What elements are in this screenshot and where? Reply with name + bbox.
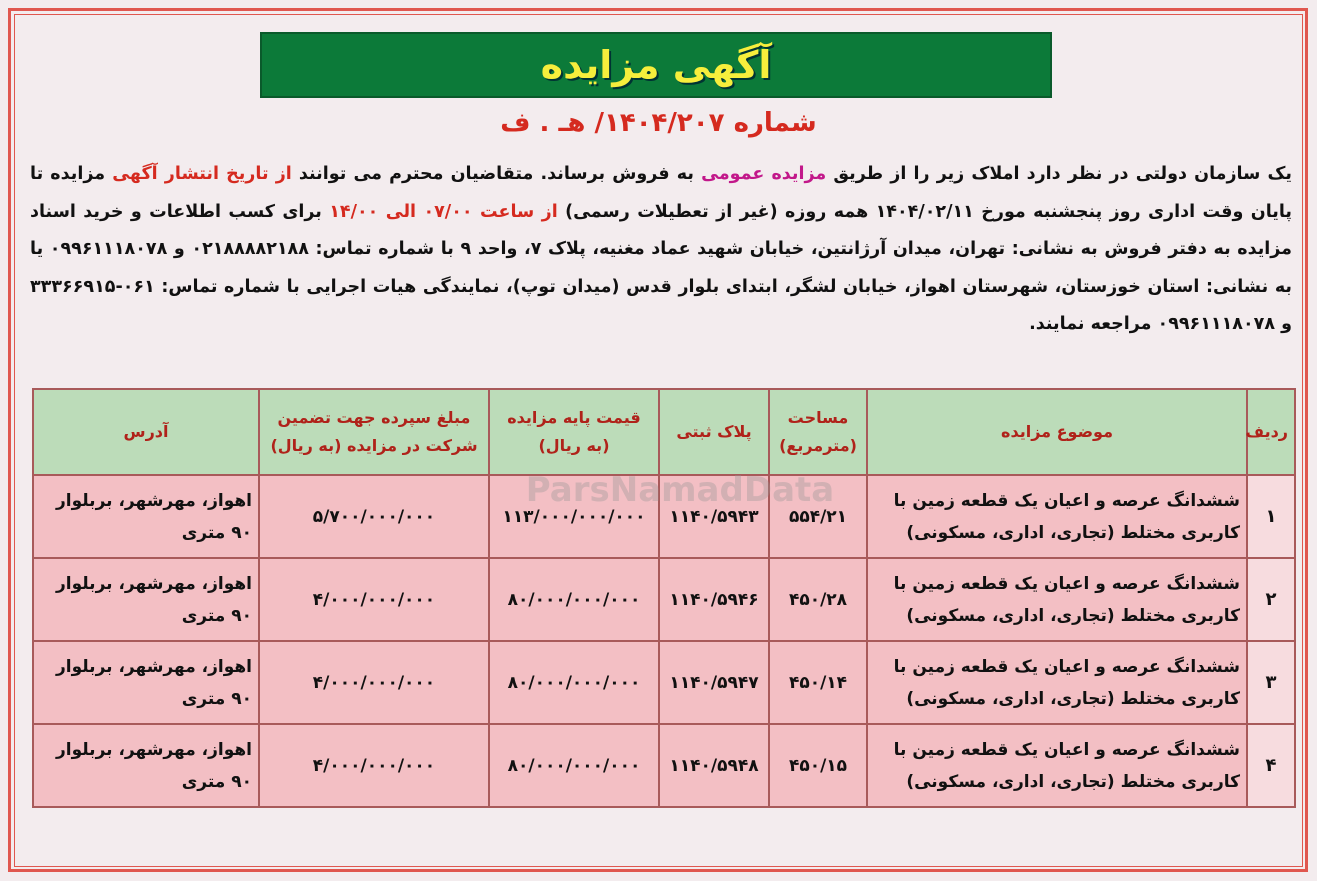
row-address: اهواز، مهرشهر، بربلوار ۹۰ متری xyxy=(33,724,259,807)
header-subject: موضوع مزایده xyxy=(867,389,1247,475)
row-plaque: ۱۱۴۰/۵۹۴۳ xyxy=(659,475,769,558)
row-base-price: ۸۰/۰۰۰/۰۰۰/۰۰۰ xyxy=(489,558,659,641)
table-row xyxy=(33,558,1295,641)
row-base-price: ۱۱۳/۰۰۰/۰۰۰/۰۰۰ xyxy=(489,475,659,558)
body-text-3: مزایده تا پایان وقت اداری روز پنجشنبه مورخ ۱۴۰۴/۰۲/۱۱ همه روزه (غیر از تعطیلات رسمی) xyxy=(30,164,1292,222)
title-banner xyxy=(260,32,1052,98)
row-subject: ششدانگ عرصه و اعیان یک قطعه زمین با کاربری مختلط (تجاری، اداری، مسکونی) xyxy=(867,558,1247,641)
row-base-price: ۸۰/۰۰۰/۰۰۰/۰۰۰ xyxy=(489,724,659,807)
header-base-price: قیمت پایه مزایده (به ریال) xyxy=(489,389,659,475)
body-text-4: برای کسب اطلاعات و خرید اسناد مزایده به دفتر فروش به نشانی: تهران، میدان آرژانتین، خیابان شهید عماد مغنیه، پلاک ۷، واحد ۹ با شماره تماس: ۰۲۱۸۸۸۸۲۱۸۸ و ۰۹۹۶۱۱۱۸۰۷۸ یا به نشانی: استان خوزستان، شهرستان اهواز، خیابان لشگر، ابتدای بلوار قدس (میدان توپ)، نمایندگی هیات اجرایی با شماره تماس: ۰۶۱-۳۳۳۶۶۹۱۵ و ۰۹۹۶۱۱۱۸۰۷۸ مراجعه نمایند. xyxy=(30,201,1293,334)
row-plaque: ۱۱۴۰/۵۹۴۷ xyxy=(659,641,769,724)
row-subject: ششدانگ عرصه و اعیان یک قطعه زمین با کاربری مختلط (تجاری، اداری، مسکونی) xyxy=(867,641,1247,724)
row-area: ۴۵۰/۲۸ xyxy=(769,558,867,641)
auction-table xyxy=(32,388,1296,808)
row-base-price: ۸۰/۰۰۰/۰۰۰/۰۰۰ xyxy=(489,641,659,724)
row-area: ۵۵۴/۲۱ xyxy=(769,475,867,558)
header-row-number: ردیف xyxy=(1247,389,1295,475)
body-text-2: به فروش برساند. متقاضیان محترم می توانند xyxy=(291,164,702,184)
row-deposit: ۴/۰۰۰/۰۰۰/۰۰۰ xyxy=(259,558,489,641)
header-deposit: مبلغ سپرده جهت تضمین شرکت در مزایده (به ریال) xyxy=(259,389,489,475)
announcement-body xyxy=(30,156,1292,344)
table-row xyxy=(33,475,1295,558)
row-plaque: ۱۱۴۰/۵۹۴۸ xyxy=(659,724,769,807)
table-row xyxy=(33,641,1295,724)
publication-date-highlight: از تاریخ انتشار آگهی xyxy=(112,164,292,184)
office-hours-highlight: از ساعت ۰۷/۰۰ الی ۱۴/۰۰ xyxy=(329,201,558,222)
row-address: اهواز، مهرشهر، بربلوار ۹۰ متری xyxy=(33,641,259,724)
watermark: ParsNamadData xyxy=(525,470,835,510)
row-subject: ششدانگ عرصه و اعیان یک قطعه زمین با کاربری مختلط (تجاری، اداری، مسکونی) xyxy=(867,724,1247,807)
row-deposit: ۴/۰۰۰/۰۰۰/۰۰۰ xyxy=(259,641,489,724)
public-auction-highlight: مزایده عمومی xyxy=(701,164,827,184)
auction-number: شماره ۱۴۰۴/۲۰۷/ هـ . ف xyxy=(500,108,817,138)
header-plaque: پلاک ثبتی xyxy=(659,389,769,475)
page-title: آگهی مزایده xyxy=(540,43,772,87)
header-area: مساحت (مترمربع) xyxy=(769,389,867,475)
row-address: اهواز، مهرشهر، بربلوار ۹۰ متری xyxy=(33,475,259,558)
row-address: اهواز، مهرشهر، بربلوار ۹۰ متری xyxy=(33,558,259,641)
row-number: ۴ xyxy=(1247,724,1295,807)
row-plaque: ۱۱۴۰/۵۹۴۶ xyxy=(659,558,769,641)
row-subject: ششدانگ عرصه و اعیان یک قطعه زمین با کاربری مختلط (تجاری، اداری، مسکونی) xyxy=(867,475,1247,558)
table-header-row xyxy=(33,389,1295,475)
row-number: ۱ xyxy=(1247,475,1295,558)
row-deposit: ۴/۰۰۰/۰۰۰/۰۰۰ xyxy=(259,724,489,807)
table-row xyxy=(33,724,1295,807)
row-area: ۴۵۰/۱۴ xyxy=(769,641,867,724)
row-number: ۲ xyxy=(1247,558,1295,641)
body-text-1: یک سازمان دولتی در نظر دارد املاک زیر را از طریق xyxy=(826,164,1292,184)
row-deposit: ۵/۷۰۰/۰۰۰/۰۰۰ xyxy=(259,475,489,558)
row-area: ۴۵۰/۱۵ xyxy=(769,724,867,807)
row-number: ۳ xyxy=(1247,641,1295,724)
header-address: آدرس xyxy=(33,389,259,475)
